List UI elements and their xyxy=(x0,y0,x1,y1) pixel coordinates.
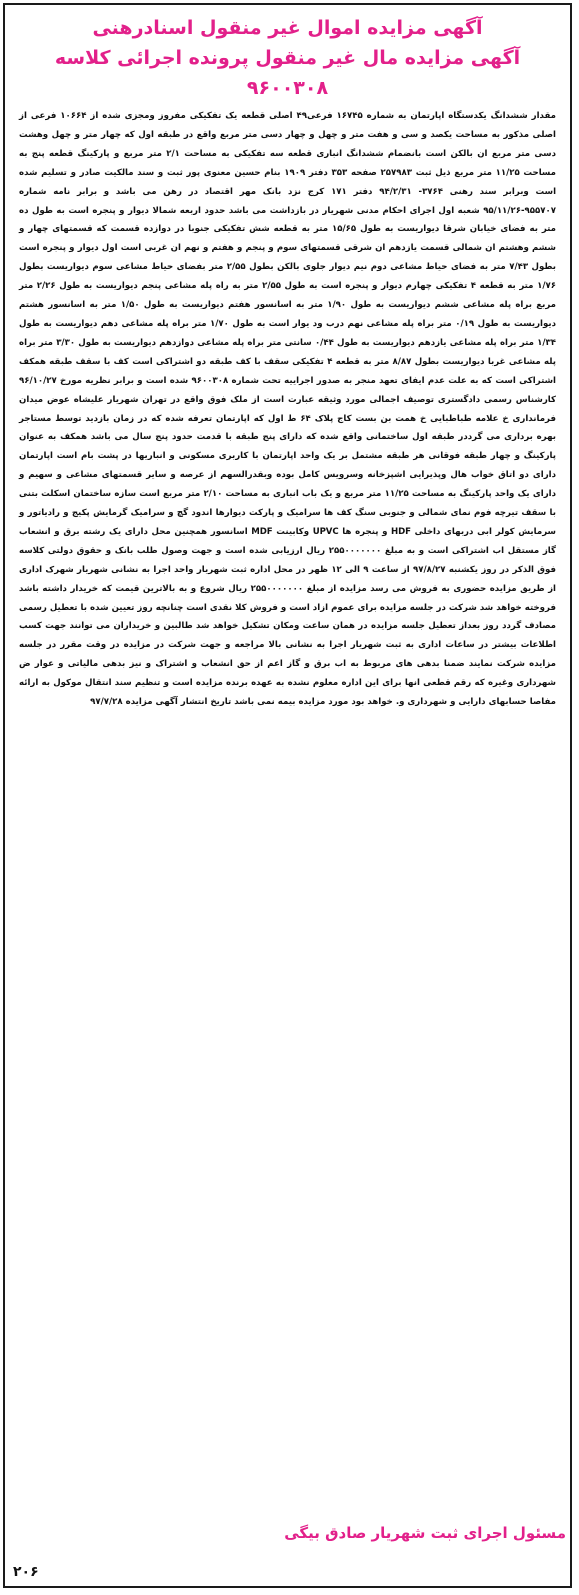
ad-title: آگهی مزایده اموال غیر منقول اسنادرهنی xyxy=(92,17,483,39)
ad-code-number: ۲۰۶ xyxy=(13,1564,39,1580)
ad-body-text: مقدار ششدانگ یکدستگاه اپارتمان به شماره ۱۶۷۴۵ فرعی۴۹ اصلی قطعه یک تفکیکی مفروز ومجزی شده از ۱۰۶۶۴ فرعی از اصلی مذکور به مساحت یکصد و سی و هفت متر و چهل و چهار دسی متر مربع واقع در طبقه اول که چهار متر و چهل وهشت دسی متر مربع ان بالکن است بانضمام ششدانگ انباری قطعه سه تفکیکی به مساحت ۲/۱ متر مربع و پارکینگ قطعه پنج به مساحت ۱۱/۲۵ متر مربع ذیل ثبت ۲۵۷۹۸۳ صفحه ۳۵۳ دفتر ۱۹۰۹ بنام حسین معنوی پور ثبت و سند مالکیت صادر و تسلیم شده است وبرابر سند رهنی ۳۷۶۴- ۹۴/۲/۳۱ دفتر ۱۷۱ کرج نزد بانک مهر اقتصاد در رهن می باشد و برابر نامه شماره ۹۵۵۷۰۷-۹۵/۱۱/۲۶ شعبه اول اجرای احکام مدنی شهریار در بازداشت می باشد حدود اربعه شمالا دیوار و پنجره است به طول ده متر به فضای خیابان شرقا دیواریست به طول ۱۵/۶۵ متر به قطعه شش تفکیکی جنوبا در دوازده قسمت که قسمتهای چهار و ششم وهشتم ان شمالی قسمت یازدهم ان شرقی قسمتهای سوم و پنجم و هفتم و نهم ان غربی است اول دیوار و پنجره است بطول ۷/۴۳ متر به فضای حیاط مشاعی دوم نیم دیوار جلوی بالکن بطول ۲/۵۵ متر بفضای حیاط مشاعی سوم دیواریست بطول ۱/۷۶ متر به قطعه ۴ تفکیکی چهارم دیوار و پنجره است به طول ۲/۵۵ متر به راه پله مشاعی پنجم دیواریست به طول ۲/۲۶ متر مربع براه پله مشاعی ششم دیواریست به طول ۱/۹۰ متر به اسانسور هفتم دیواریست به طول ۱/۵۰ متر به اسانسور هشتم دیواریست به طول ۰/۱۹ متر براه پله مشاعی نهم درب ود یوار است به طول ۱/۷۰ متر براه پله مشاعی دهم دیواریست به طول ۱/۳۴ متر براه پله مشاعی یازدهم دیواریست به طول ۰/۴۴ سانتی متر براه پله مشاعی دوازدهم دیواریست به طول ۳/۳۰ متر براه پله مشاعی غربا دیواریست بطول ۸/۸۷ متر به قطعه ۴ تفکیکی سقف با کف طبقه دو اشتراکی است کف با سقف طبقه همکف اشتراکی است که به علت عدم ایفای تعهد منجر به صدور اجراییه تحت شماره ۹۶۰۰۳۰۸ شده است و برابر نظریه مورخ ۹۶/۱۰/۲۷ کارشناس رسمی دادگستری توصیف اجمالی مورد وثیقه عبارت است از ملک فوق واقع در تهران شهریار علیشاه عوض میدان فرمانداری خ علامه طباطبایی خ همت بن بست کاج پلاک ۶۴ ط اول که اپارتمان تعرفه شده که در زمان بازدید توسط مستاجر بهره برداری می گرددر طبقه اول ساختمانی واقع شده که دارای پنج طبقه با قدمت حدود پنج سال می باشد همکف به عنوان پارکینگ و چهار طبقه فوقانی هر طبقه مشتمل بر یک واحد اپارتمان با کاربری مسکونی و انباریها در پشت بام است اپارتمان دارای دو اتاق خواب هال وپذیرایی اشپزخانه وسرویس کامل بوده وبقدرالسهم از عرصه و سایر قسمتهای مشاعی و سهیم و دارای یک واحد پارکینگ به مساحت ۱۱/۲۵ متر مربع و یک باب انباری به مساحت ۲/۱۰ متر مربع است سازه ساختمان اسکلت بتنی با سقف تیرچه فوم نمای شمالی و جنوبی سنگ کف ها سرامیک و پارکت دیوارها اندود گچ و سرامیک گرمایش پکیج و رادیاتور و سرمایش کولر ابی دربهای داخلی HDF و پنجره ها UPVC وکابینت MDF اسانسور همچنین محل دارای یک رشته برق و انشعاب گاز مستقل اب اشتراکی است و به مبلغ ۲۵۵۰۰۰۰۰۰۰ ریال ارزیابی شده است و جهت وصول طلب بانک و حقوق دولتی کلاسه فوق الذکر در روز یکشنبه ۹۷/۸/۲۷ از ساعت ۹ الی ۱۲ ظهر در محل اداره ثبت شهریار واحد اجرا به نشانی شهریار شهرک اداری از طریق مزایده حضوری به فروش می رسد مزایده از مبلغ ۲۵۵۰۰۰۰۰۰۰ ریال شروع و به بالاترین قیمت که خریدار داشته باشد فروخته خواهد شد شرکت در جلسه مزایده برای عموم ازاد است و فروش کلا نقدی است چنانچه روز تعیین شده با تعطیل رسمی مصادف گردد روز بعداز تعطیل جلسه مزایده در همان ساعت ومکان تشکیل خواهد شد طالبین و خریداران می توانند جهت کسب اطلاعات بیشتر در ساعات اداری به ثبت شهریار اجرا به نشانی بالا مراجعه و جهت شرکت در مزایده در وقت مقرر در جلسه مزایده شرکت نمایند ضمنا بدهی های مربوط به اب برق و گاز اعم از حق انشعاب و اشتراک و نیز بدهی مالیاتی و عوار ض شهرداری وغیره که رقم قطعی انها برای این اداره معلوم نشده به عهده برنده مزایده است و تنظیم سند انتقال موکول به ارائه مفاصا حسابهای دارایی و شهرداری و. خواهد بود مورد مزایده بیمه نمی باشد تاریخ انتشار آگهی مزایده ۹۷/۷/۲۸ xyxy=(19,111,557,708)
advertisement-content xyxy=(19,13,556,1578)
ad-signature: مسئول اجرای ثبت شهریار صادق بیگی xyxy=(284,1524,566,1542)
ad-subtitle: آگهی مزایده مال غیر منقول پرونده اجرائی کلاسه ۹۶۰۰۳۰۸ xyxy=(54,47,521,99)
advertisement-frame xyxy=(3,3,572,1588)
